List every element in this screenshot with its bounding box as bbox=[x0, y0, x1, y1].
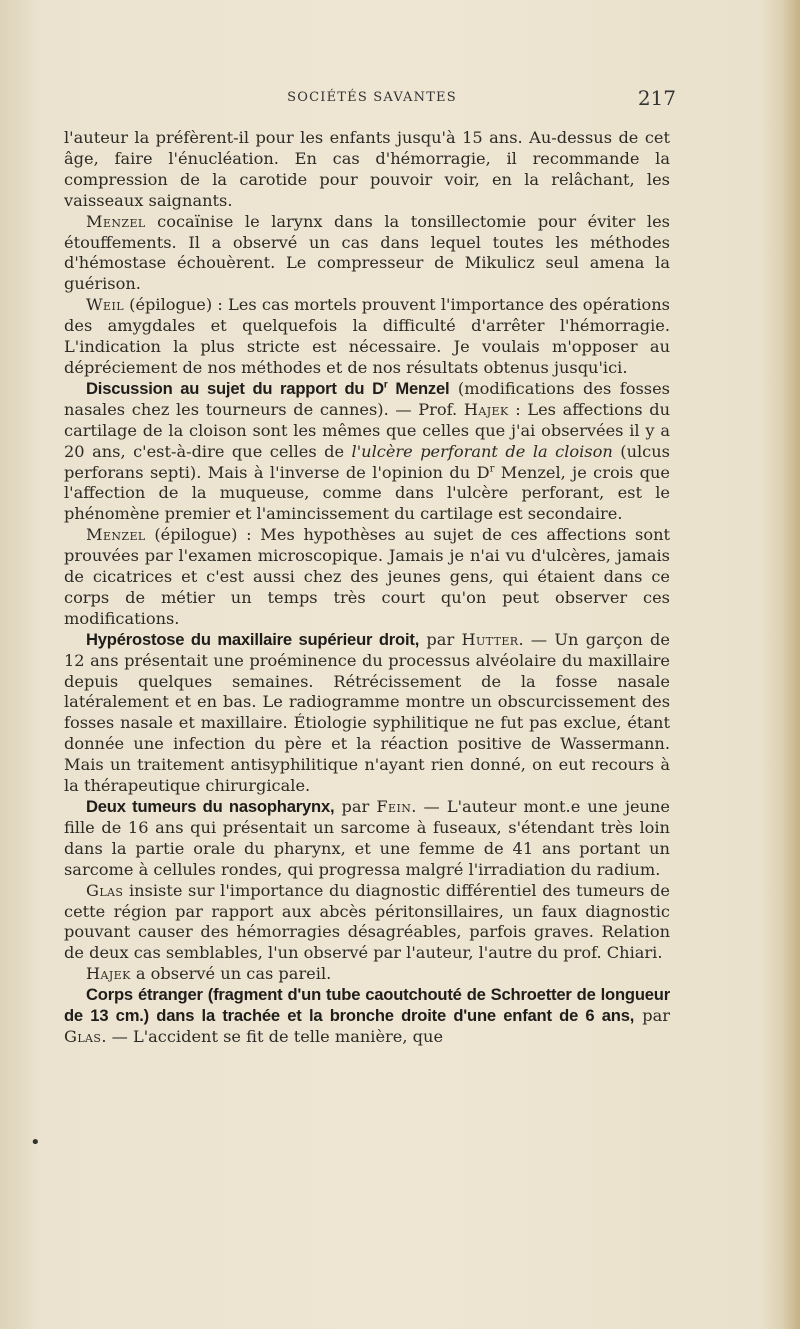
page-number: 217 bbox=[637, 86, 676, 110]
paragraph: Hajek a observé un cas pareil. bbox=[86, 964, 332, 984]
author-name: Fein bbox=[376, 797, 412, 816]
author-name: Hajek bbox=[463, 399, 509, 419]
author-name: Glas bbox=[64, 1026, 102, 1046]
page-edge-shadow bbox=[782, 0, 800, 1329]
paragraph: Hypérostose du maxillaire supérieur droit, par Hutter. — Un garçon de 12 ans présentait une proéminence du processus alvéolaire du maxillaire depuis quelques semaines. Rétrécissement de la fosse nasale latéralement et en bas. Le radiogramme montre un obscurcissement des fosses nasale et maxillaire. Étiologie syphilitique ne fut pas exclue, étant donnée une infection du père et la réaction positive de Wassermann. Mais un traitement antisyphilitique n'ayant rien donné, on eut recours à la thérapeutique chirurgicale. bbox=[64, 629, 671, 796]
running-title: SOCIÉTÉS SAVANTES bbox=[287, 90, 457, 105]
paragraph: Weil (épilogue) : Les cas mortels prouvent l'importance des opérations des amygdales et quelquefois la difficulté d'arrêter l'hémorragie. L'indication la plus stricte est nécessaire. Je voulais m'opposer au dépréciement de nos méthodes et de nos résultats obtenus jusqu'ici. bbox=[64, 295, 670, 377]
paragraph: Deux tumeurs du nasopharynx, par Fein. — L'auteur mont.e une jeune fille de 16 ans qui présentait un sarcome à fuseaux, s'étendant très loin dans la partie orale du pharynx, et une femme de 41 ans portant un sarcome à cellules rondes, qui progressa malgré l'irradiation du radium. bbox=[64, 797, 670, 879]
author-name: Hutter bbox=[461, 629, 519, 649]
author-name: Menzel bbox=[86, 211, 146, 231]
section-heading: Hypérostose du maxillaire supérieur droit, bbox=[86, 629, 420, 649]
paragraph: Glas insiste sur l'importance du diagnostic différentiel des tumeurs de cette région par rapport aux abcès péritonsillaires, un faux diagnostic pouvant causer des hémorragies désagréables, parfois graves. Relation de deux cas semblables, l'un observé par l'auteur, l'autre du prof. Chiari. bbox=[64, 880, 670, 963]
paragraph: Corps étranger (fragment d'un tube caoutchouté de Schroetter de longueur de 13 cm.) dans la trachée et la bronche droite d'une enfant de 6 ans, par Glas. — L'accident se fit de telle manière, que bbox=[64, 985, 670, 1046]
author-name: Weil bbox=[86, 295, 124, 315]
article-body bbox=[64, 128, 670, 1048]
section-heading: Corps étranger (fragment d'un tube caoutchouté de Schroetter de longueur de 13 cm.) dans la trachée et la bronche droite d'une enfant de 6 ans, bbox=[64, 985, 670, 1026]
author-name: Hajek bbox=[86, 964, 131, 984]
paragraph: Menzel (épilogue) : Mes hypothèses au sujet de ces affections sont prouvées par l'examen microscopique. Jamais je n'ai vu d'ulcères, jamais de cicatrices et c'est aussi chez des jeunes gens, qui étaient dans ce corps de métier un temps très court qu'on peut observer ces modifications. bbox=[64, 525, 670, 628]
margin-mark: • bbox=[30, 1132, 41, 1153]
paragraph: Discussion au sujet du rapport du $D^r$ Menzel (modifications des fosses nasales chez les tourneurs de cannes). — Prof. Hajek : Les affections du cartilage de la cloison sont les mêmes que celles que j'ai observées il y a 20 ans, c'est-à-dire que celles de l'ulcère perforant de la cloison (ulcus perforans septi). Mais à l'inverse de l'opinion du $D^r$ Menzel, je crois que l'affection de la muqueuse, comme dans l'ulcère perforant, est le phénomène premier et l'amincissement du cartilage est secondaire. bbox=[64, 378, 671, 524]
author-name: Glas bbox=[86, 880, 124, 900]
paragraph: Menzel cocaïnise le larynx dans la tonsillectomie pour éviter les étouffements. Il a observé un cas dans lequel toutes les méthodes d'hémostase échouèrent. Le compresseur de Mikulicz seul amena la guérison. bbox=[64, 211, 670, 294]
author-name: Menzel bbox=[86, 525, 146, 545]
section-heading: Discussion au sujet du rapport du $D^r$ Menzel bbox=[86, 378, 450, 398]
page-header bbox=[64, 86, 680, 116]
section-heading: Deux tumeurs du nasopharynx, bbox=[86, 797, 335, 816]
paragraph: l'auteur la préfèrent-il pour les enfants jusqu'à 15 ans. Au-dessus de cet âge, faire l'énucléation. En cas d'hémorragie, il recommande la compression de la carotide pour pouvoir voir, en la relâchant, les vaisseaux saignants. bbox=[64, 128, 670, 210]
